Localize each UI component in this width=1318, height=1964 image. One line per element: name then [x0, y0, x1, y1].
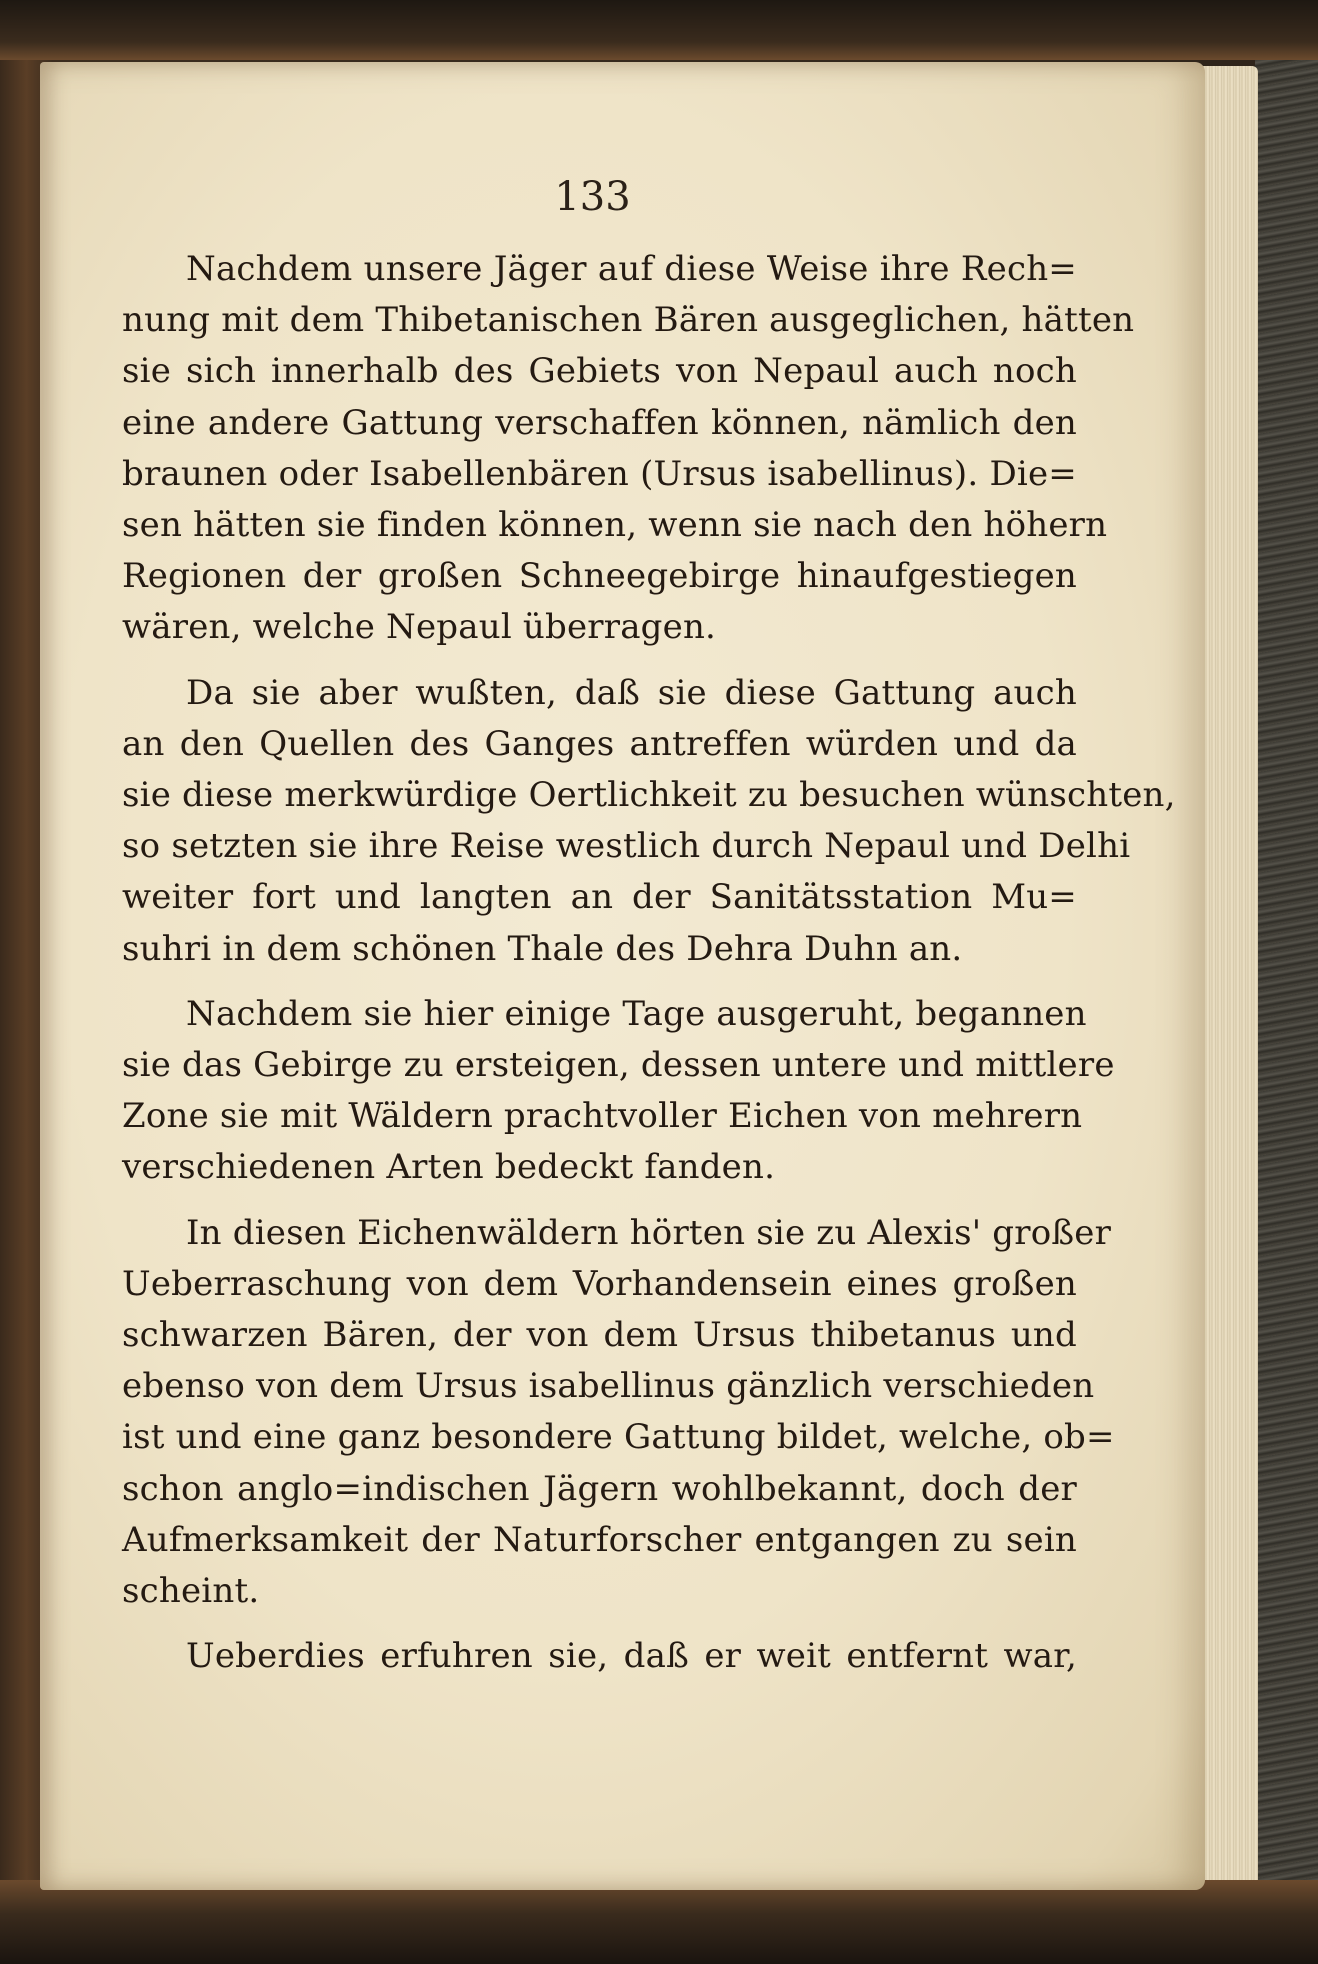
page-number: 133 — [554, 174, 631, 220]
text-line: eine andere Gattung verschaffen können, nämlich den — [122, 402, 1077, 443]
text-line: sie diese merkwürdige Oertlichkeit zu besuchen wünschten, — [122, 775, 1176, 816]
paragraph — [122, 1208, 1115, 1618]
text-line: Ueberraschung von dem Vorhandensein eines großen — [122, 1263, 1077, 1304]
cover-top-edge — [0, 0, 1318, 60]
text-line: schon anglo=indischen Jägern wohlbekannt, doch der — [122, 1468, 1077, 1509]
text-line: weiter fort und langten an der Sanitätsstation Mu= — [122, 877, 1077, 918]
text-line: ebenso von dem Ursus isabellinus gänzlich verschieden — [122, 1366, 1095, 1407]
page-text — [122, 244, 1176, 1696]
text-line: Aufmerksamkeit der Naturforscher entgangen zu sein — [122, 1519, 1077, 1560]
text-line: Da sie aber wußten, daß sie diese Gattung auch — [186, 672, 1077, 713]
text-line: nung mit dem Thibetanischen Bären ausgeglichen, hätten — [122, 300, 1135, 341]
text-line: Ueberdies erfuhren sie, daß er weit entfernt war, — [186, 1636, 1077, 1677]
text-line: an den Quellen des Ganges antreffen würden und da — [122, 723, 1077, 764]
paragraph — [122, 1631, 1077, 1682]
text-line: Zone sie mit Wäldern prachtvoller Eichen von mehrern — [122, 1096, 1083, 1137]
text-line: In diesen Eichenwäldern hörten sie zu Alexis' großer — [186, 1212, 1112, 1253]
cover-bottom-edge — [0, 1880, 1318, 1964]
text-line: so setzten sie ihre Reise westlich durch Nepaul und Delhi — [122, 826, 1131, 867]
text-line: Nachdem sie hier einige Tage ausgeruht, begannen — [186, 993, 1087, 1034]
text-line: scheint. — [122, 1571, 260, 1612]
text-line: Nachdem unsere Jäger auf diese Weise ihre Rech= — [186, 249, 1077, 289]
text-line: suhri in dem schönen Thale des Dehra Duhn an. — [122, 928, 963, 969]
text-line: sen hätten sie finden können, wenn sie nach den höhern — [122, 505, 1108, 546]
text-line: sie das Gebirge zu ersteigen, dessen untere und mittlere — [122, 1045, 1115, 1086]
paragraph — [122, 244, 1135, 654]
paragraph — [122, 989, 1115, 1194]
text-line: wären, welche Nepaul überragen. — [122, 607, 717, 648]
text-line: verschiedenen Arten bedeckt fanden. — [122, 1147, 776, 1188]
text-line: Regionen der großen Schneegebirge hinaufgestiegen — [122, 556, 1077, 597]
book-page — [40, 62, 1205, 1890]
cover-right-board — [1255, 60, 1318, 1920]
text-line: ist und eine ganz besondere Gattung bildet, welche, ob= — [122, 1417, 1115, 1458]
text-line: sie sich innerhalb des Gebiets von Nepaul auch noch — [122, 351, 1077, 392]
paragraph — [122, 668, 1176, 975]
text-line: braunen oder Isabellenbären (Ursus isabellinus). Die= — [122, 453, 1077, 494]
text-line: schwarzen Bären, der von dem Ursus thibetanus und — [122, 1315, 1077, 1356]
